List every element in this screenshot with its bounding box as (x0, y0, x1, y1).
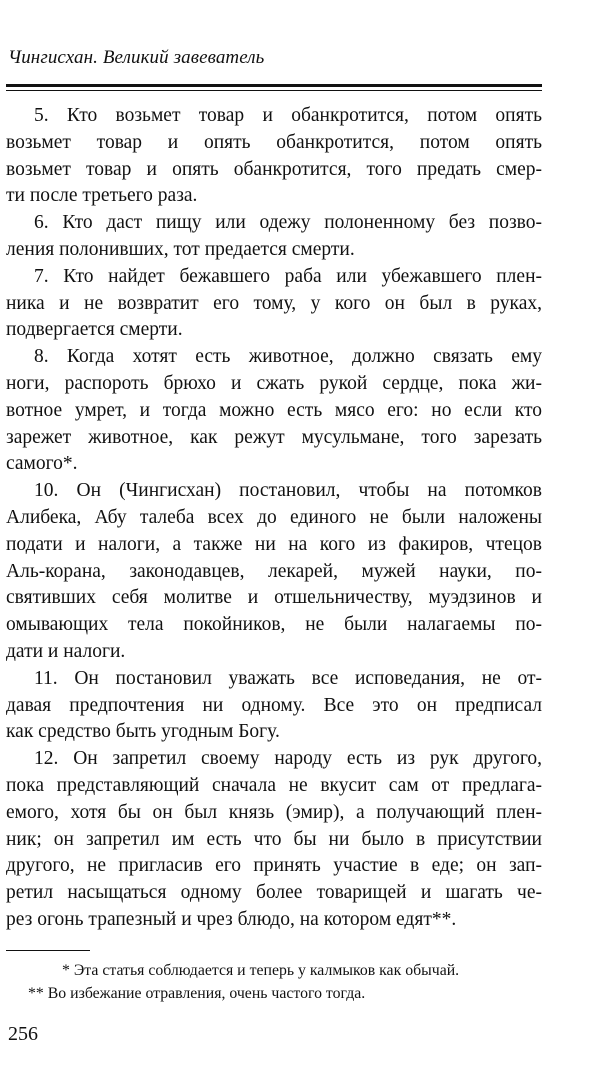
text-line: ника и не возвратит его тому, у кого он был в руках, (6, 292, 542, 314)
page-number: 256 (8, 1023, 38, 1045)
text-line: возьмет товар и опять обанкротится, потом опять (6, 131, 542, 153)
footnote-2: ** Во избежание отравления, очень частого тогда. (28, 984, 366, 1002)
text-line: ления полонивших, тот предается смерти. (6, 238, 355, 260)
paragraph-5 (6, 103, 542, 210)
text-line: Аль-корана, законодавцев, лекарей, мужей науки, по- (6, 560, 542, 582)
text-line: как средство быть угодным Богу. (6, 721, 280, 743)
text-line: ти после третьего раза. (6, 185, 198, 207)
text-line: пока представляющий сначала не вкусит сам от предлага- (6, 774, 542, 796)
text-line: 11. Он постановил уважать все исповедания, не от- (34, 667, 542, 689)
paragraph-8 (6, 344, 542, 478)
text-line: ноги, распороть брюхо и сжать рукой сердце, пока жи- (6, 372, 542, 394)
text-line: дати и налоги. (6, 640, 126, 662)
text-line: Алибека, Абу талеба всех до единого не были наложены (6, 506, 542, 528)
text-line: ник; он запретил им есть что бы ни было в присутствии (6, 828, 542, 850)
text-line: подати и налоги, а также ни на кого из факиров, чтецов (6, 533, 542, 555)
text-line: рез огонь трапезный и чрез блюдо, на котором едят**. (6, 908, 457, 930)
text-line: подвергается смерти. (6, 319, 183, 341)
running-head: Чингисхан. Великий завеватель (8, 47, 265, 68)
text-line: 12. Он запретил своему народу есть из рук другого, (34, 748, 542, 770)
text-line: 10. Он (Чингисхан) постановил, чтобы на потомков (34, 480, 542, 502)
text-line: 5. Кто возьмет товар и обанкротится, потом опять (34, 105, 542, 126)
footnotes (6, 960, 542, 1005)
text-line: самого*. (6, 453, 78, 475)
text-line: емого, хотя бы он был князь (эмир), а получающий плен- (6, 801, 542, 823)
text-line: возьмет товар и опять обанкротится, того предать смер- (6, 158, 542, 180)
text-line: 7. Кто найдет бежавшего раба или убежавшего плен- (34, 265, 542, 287)
header-rule-thin (6, 90, 542, 91)
text-line: вотное умрет, и тогда можно есть мясо его: но если кто (6, 399, 542, 421)
text-line: другого, не пригласив его принять участие в еде; он зап- (6, 855, 542, 877)
text-line: 8. Когда хотят есть животное, должно связать ему (34, 346, 542, 368)
text-line: давая предпочтения ни одному. Все это он предписал (6, 694, 542, 716)
paragraph-6 (6, 210, 542, 264)
paragraph-10 (6, 478, 542, 666)
footnote-rule (6, 950, 90, 951)
text-line: 6. Кто даст пищу или одежу полоненному без позво- (34, 212, 542, 234)
text-line: ретил насыщаться одному более товарищей и шагать че- (6, 882, 542, 904)
footnote-1: * Эта статья соблюдается и теперь у калмыков как обычай. (62, 962, 460, 979)
text-line: зарежет животное, как режут мусульмане, того зарезать (6, 426, 542, 448)
text-line: святивших себя молитве и отшельничеству, муэдзинов и (6, 587, 542, 609)
paragraph-11 (6, 666, 542, 746)
body-text (6, 103, 542, 934)
paragraph-7 (6, 264, 542, 344)
paragraph-12 (6, 746, 542, 934)
header-rule-thick (6, 84, 542, 87)
text-line: омывающих тела покойников, не были налагаемы по- (6, 614, 542, 636)
